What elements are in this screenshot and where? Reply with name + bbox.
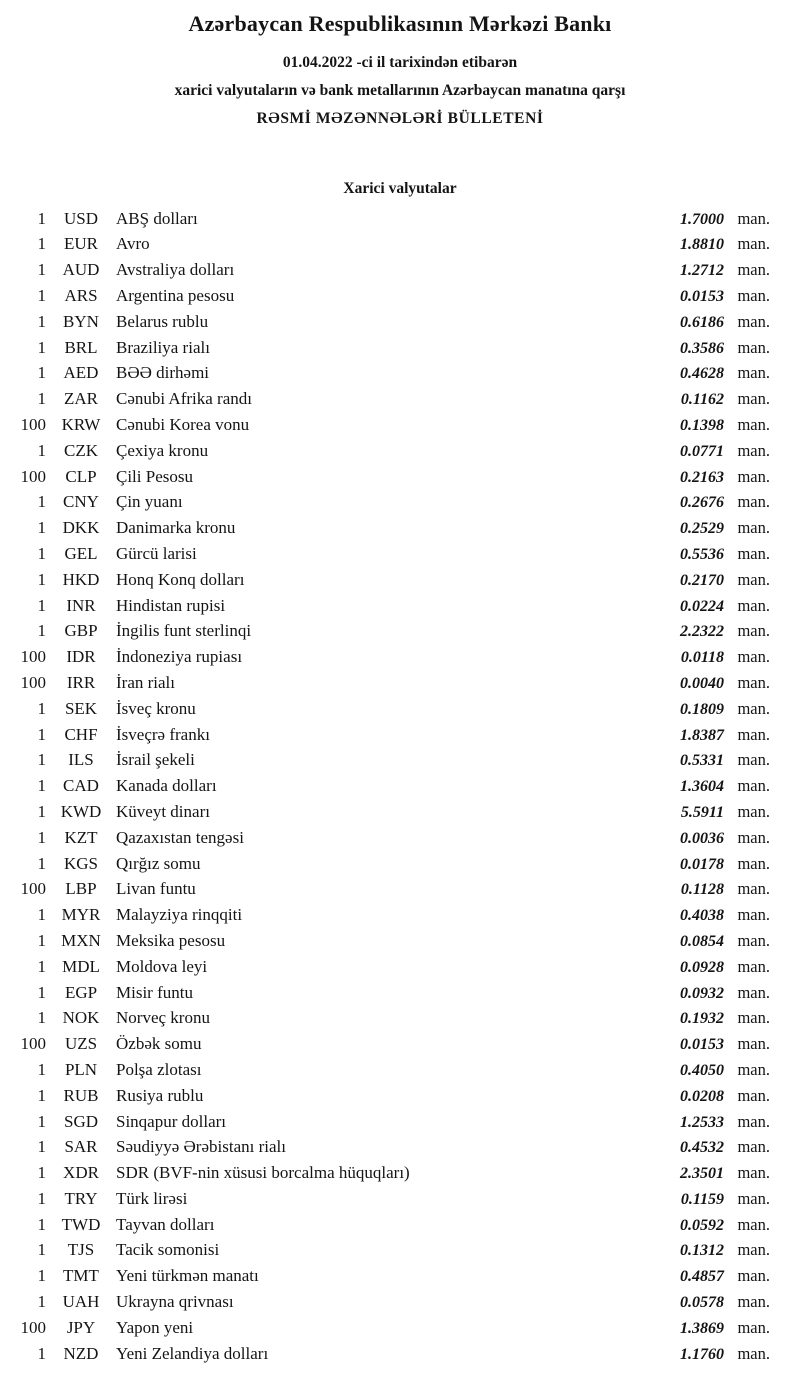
quantity: 1 [37, 982, 46, 1002]
exchange-rate: 0.5331 [680, 752, 724, 770]
quantity: 1 [37, 1188, 46, 1208]
currency-row [0, 673, 800, 699]
quantity: 1 [37, 698, 46, 718]
currency-row [0, 802, 800, 828]
quantity: 1 [37, 595, 46, 615]
exchange-rate: 0.1809 [680, 700, 724, 718]
unit-label: man. [737, 621, 770, 641]
unit-label: man. [737, 1317, 770, 1337]
currency-row [0, 544, 800, 570]
currency-code: RUB [63, 1085, 99, 1105]
exchange-rate: 0.0036 [680, 829, 724, 847]
exchange-rate: 0.0208 [680, 1087, 724, 1105]
exchange-rate: 1.2533 [680, 1113, 724, 1131]
currency-code: ARS [64, 286, 98, 305]
exchange-rate: 0.0932 [680, 984, 724, 1002]
exchange-rate: 0.5536 [680, 545, 724, 563]
currency-row [0, 1163, 800, 1189]
quantity: 1 [37, 1163, 46, 1183]
exchange-rate: 0.2170 [680, 571, 724, 589]
quantity: 100 [20, 1034, 46, 1054]
unit-label: man. [737, 260, 770, 280]
currency-code: ZAR [64, 389, 98, 409]
unit-label: man. [737, 647, 770, 667]
unit-label: man. [737, 1085, 770, 1105]
currency-name: Misir funtu [116, 982, 193, 1002]
currency-row [0, 854, 800, 880]
unit-label: man. [737, 672, 770, 692]
currency-code: SAR [64, 1137, 98, 1157]
currency-name: İsveç kronu [116, 698, 196, 718]
exchange-rate: 1.8810 [680, 236, 724, 254]
currency-row [0, 1060, 800, 1086]
currency-name: Honq Konq dolları [116, 569, 245, 589]
currency-row [0, 1215, 800, 1241]
quantity: 1 [37, 1240, 46, 1260]
unit-label: man. [737, 414, 770, 434]
currency-code: EUR [64, 234, 98, 254]
unit-label: man. [737, 1163, 770, 1183]
currency-rate-table [0, 209, 800, 1370]
quantity: 100 [20, 672, 46, 692]
currency-code: XDR [63, 1163, 99, 1183]
unit-label: man. [737, 286, 770, 305]
exchange-rate: 0.0578 [680, 1294, 724, 1312]
currency-name: Çexiya kronu [116, 440, 209, 460]
exchange-rate: 2.2322 [680, 623, 724, 641]
unit-label: man. [737, 389, 770, 409]
unit-label: man. [737, 543, 770, 563]
unit-label: man. [737, 1292, 770, 1312]
currency-name: ABŞ dolları [116, 208, 198, 228]
currency-name: Çili Pesosu [116, 466, 193, 486]
exchange-rate: 1.1760 [680, 1345, 724, 1363]
quantity: 1 [37, 1111, 46, 1131]
currency-code: JPY [66, 1317, 96, 1337]
currency-name: Türk lirəsi [116, 1188, 188, 1208]
quantity: 1 [37, 440, 46, 460]
currency-code: UZS [64, 1034, 98, 1054]
currency-name: Livan funtu [116, 879, 196, 899]
exchange-rate: 0.0153 [680, 1036, 724, 1054]
currency-name: Özbək somu [116, 1034, 202, 1054]
currency-name: Kanada dolları [116, 776, 217, 796]
unit-label: man. [737, 1214, 770, 1234]
currency-row [0, 389, 800, 415]
exchange-rate: 0.0153 [680, 288, 724, 305]
unit-label: man. [737, 930, 770, 950]
currency-name: BƏƏ dirhəmi [116, 363, 210, 383]
currency-code: MXN [61, 930, 101, 950]
currency-code: KGS [63, 853, 98, 873]
currency-row [0, 209, 800, 235]
unit-label: man. [737, 234, 770, 254]
currency-row [0, 1008, 800, 1034]
currency-row [0, 931, 800, 957]
quantity: 1 [37, 492, 46, 512]
currency-name: Norveç kronu [116, 1008, 210, 1028]
currency-code: EGP [64, 982, 98, 1002]
unit-label: man. [737, 569, 770, 589]
currency-code: ILS [68, 750, 94, 770]
unit-label: man. [737, 982, 770, 1002]
unit-label: man. [737, 905, 770, 925]
currency-code: PLN [64, 1059, 98, 1079]
quantity: 100 [20, 466, 46, 486]
currency-name: Gürcü larisi [116, 543, 197, 563]
exchange-rate: 0.2529 [680, 520, 724, 538]
quantity: 1 [37, 260, 46, 280]
currency-row [0, 286, 800, 312]
currency-row [0, 441, 800, 467]
unit-label: man. [737, 1240, 770, 1260]
currency-name: Cənubi Afrika randı [116, 389, 252, 409]
document-header [0, 0, 800, 134]
currency-name: SDR (BVF-nin xüsusi borcalma hüquqları) [116, 1163, 410, 1183]
quantity: 1 [37, 208, 46, 228]
exchange-rate: 0.1128 [680, 881, 724, 899]
unit-label: man. [737, 595, 770, 615]
exchange-rate: 5.5911 [680, 803, 724, 821]
effective-date-line: 01.04.2022 -ci il tarixindən etibarən [282, 54, 518, 71]
currency-row [0, 905, 800, 931]
unit-label: man. [737, 1008, 770, 1028]
currency-row [0, 1189, 800, 1215]
currency-name: İran rialı [116, 672, 175, 692]
currency-name: Sinqapur dolları [116, 1111, 227, 1131]
currency-row [0, 467, 800, 493]
currency-code: TWD [61, 1214, 101, 1234]
unit-label: man. [737, 1034, 770, 1054]
currency-code: CHF [64, 724, 98, 744]
exchange-rate: 1.8387 [680, 726, 724, 744]
exchange-rate: 0.2163 [680, 468, 724, 486]
exchange-rate: 0.1159 [680, 1190, 724, 1208]
currency-row [0, 363, 800, 389]
unit-label: man. [737, 1111, 770, 1131]
currency-row [0, 596, 800, 622]
exchange-rate: 0.3586 [680, 339, 724, 357]
currency-name: Yeni türkmən manatı [116, 1266, 259, 1286]
currency-code: GBP [64, 621, 98, 641]
currency-code: UAH [62, 1292, 100, 1312]
currency-code: HKD [62, 569, 100, 589]
quantity: 1 [37, 1085, 46, 1105]
exchange-rate: 0.0854 [680, 932, 724, 950]
currency-code: AUD [62, 260, 100, 280]
exchange-rate: 0.0118 [680, 649, 724, 667]
currency-row [0, 1292, 800, 1318]
quantity: 1 [37, 543, 46, 563]
currency-name: Hindistan rupisi [116, 595, 226, 615]
currency-code: TRY [64, 1188, 98, 1208]
exchange-rate: 0.1932 [680, 1010, 724, 1028]
currency-name: Argentina pesosu [116, 286, 235, 305]
currency-code: BYN [63, 311, 99, 331]
currency-row [0, 879, 800, 905]
exchange-rate: 1.3604 [680, 778, 724, 796]
quantity: 1 [37, 801, 46, 821]
currency-code: INR [66, 595, 96, 615]
currency-name: Ukrayna qrivnası [116, 1292, 234, 1312]
currency-code: BRL [64, 337, 98, 357]
unit-label: man. [737, 440, 770, 460]
currency-name: İndoneziya rupiası [116, 647, 243, 667]
quantity: 1 [37, 518, 46, 538]
exchange-rate: 1.2712 [680, 262, 724, 280]
quantity: 1 [37, 956, 46, 976]
currency-name: Avstraliya dolları [116, 260, 235, 280]
currency-row [0, 776, 800, 802]
quantity: 1 [37, 827, 46, 847]
unit-label: man. [737, 337, 770, 357]
quantity: 1 [37, 1266, 46, 1286]
quantity: 100 [20, 414, 46, 434]
quantity: 1 [37, 905, 46, 925]
exchange-rate: 2.3501 [680, 1165, 724, 1183]
quantity: 1 [37, 930, 46, 950]
currency-name: Cənubi Korea vonu [116, 414, 250, 434]
currency-code: CLP [65, 466, 97, 486]
quantity: 1 [37, 1292, 46, 1312]
currency-row [0, 1266, 800, 1292]
bank-title: Azərbaycan Respublikasının Mərkəzi Bankı [188, 11, 612, 36]
currency-row [0, 983, 800, 1009]
currency-code: KWD [60, 801, 102, 821]
exchange-rate: 0.0771 [680, 442, 724, 460]
exchange-rate: 0.1398 [680, 416, 724, 434]
currency-row [0, 828, 800, 854]
unit-label: man. [737, 956, 770, 976]
currency-row [0, 647, 800, 673]
exchange-rate: 1.7000 [680, 210, 724, 228]
currency-code: SGD [63, 1111, 98, 1131]
unit-label: man. [737, 1266, 770, 1286]
quantity: 1 [37, 234, 46, 254]
exchange-rate: 0.6186 [680, 313, 724, 331]
exchange-rate: 0.0592 [680, 1216, 724, 1234]
exchange-rate: 1.3869 [680, 1319, 724, 1337]
currency-name: Qırğız somu [116, 853, 201, 873]
quantity: 1 [37, 621, 46, 641]
unit-label: man. [737, 853, 770, 873]
unit-label: man. [737, 879, 770, 899]
currency-row [0, 415, 800, 441]
unit-label: man. [737, 311, 770, 331]
exchange-rate: 0.4532 [680, 1139, 724, 1157]
unit-label: man. [737, 1137, 770, 1157]
currency-code: CNY [63, 492, 99, 512]
unit-label: man. [737, 492, 770, 512]
currency-code: KRW [61, 414, 101, 434]
currency-row [0, 338, 800, 364]
quantity: 1 [37, 853, 46, 873]
currency-row [0, 570, 800, 596]
unit-label: man. [737, 724, 770, 744]
quantity: 1 [37, 1137, 46, 1157]
quantity: 1 [37, 389, 46, 409]
unit-label: man. [737, 776, 770, 796]
currency-name: Polşa zlotası [116, 1059, 202, 1079]
currency-row [0, 750, 800, 776]
exchange-rate: 0.4857 [680, 1268, 724, 1286]
currency-code: KZT [64, 827, 98, 847]
currency-name: Çin yuanı [116, 492, 183, 512]
currency-name: Qazaxıstan tengəsi [116, 827, 244, 847]
currency-row [0, 1318, 800, 1344]
quantity: 1 [37, 1214, 46, 1234]
currency-name: Belarus rublu [116, 311, 209, 331]
unit-label: man. [737, 466, 770, 486]
currency-name: Küveyt dinarı [116, 801, 210, 821]
unit-label: man. [737, 1188, 770, 1208]
currency-code: IRR [66, 672, 96, 692]
currency-code: NOK [62, 1008, 100, 1028]
currency-name: Moldova leyi [116, 956, 208, 976]
currency-code: LBP [65, 879, 97, 899]
quantity: 1 [37, 776, 46, 796]
currency-code: AED [63, 363, 99, 383]
currency-code: NZD [63, 1343, 99, 1363]
currency-name: Yapon yeni [116, 1317, 194, 1337]
exchange-rate: 0.0040 [680, 674, 724, 692]
currency-name: Tacik somonisi [116, 1240, 220, 1260]
currency-name: Yeni Zelandiya dolları [116, 1343, 269, 1363]
currency-code: MDL [62, 956, 100, 976]
currency-name: Səudiyyə Ərəbistanı rialı [116, 1137, 286, 1157]
exchange-rate: 0.1162 [680, 391, 724, 409]
currency-name: İsveçrə frankı [116, 724, 210, 744]
currency-code: TJS [67, 1240, 95, 1260]
currency-code: TMT [63, 1266, 99, 1286]
currency-name: Tayvan dolları [116, 1214, 215, 1234]
currency-code: CZK [64, 440, 98, 460]
quantity: 1 [37, 286, 46, 305]
quantity: 1 [37, 750, 46, 770]
bulletin-title: RƏSMİ MƏZƏNNƏLƏRİ BÜLLETENİ [256, 110, 544, 128]
currency-code: USD [63, 208, 98, 228]
currency-row [0, 1112, 800, 1138]
currency-code: SEK [64, 698, 98, 718]
currency-row [0, 699, 800, 725]
exchange-rate: 0.4038 [680, 907, 724, 925]
currency-code: DKK [62, 518, 100, 538]
currency-row [0, 1034, 800, 1060]
currency-code: GEL [64, 543, 98, 563]
unit-label: man. [737, 750, 770, 770]
quantity: 1 [37, 311, 46, 331]
unit-label: man. [737, 698, 770, 718]
currency-code: MYR [61, 905, 101, 925]
quantity: 1 [37, 1008, 46, 1028]
section-title: Xarici valyutalar [343, 179, 457, 197]
unit-label: man. [737, 208, 770, 228]
currency-code: CAD [63, 776, 99, 796]
quantity: 1 [37, 337, 46, 357]
currency-row [0, 312, 800, 338]
exchange-rate: 0.4050 [680, 1061, 724, 1079]
currency-name: Malayziya rinqqiti [116, 905, 243, 925]
subtitle-line: xarici valyutaların və bank metallarının Azərbaycan manatına qarşı [174, 82, 626, 100]
currency-row [0, 1137, 800, 1163]
exchange-rate: 0.0928 [680, 958, 724, 976]
exchange-rate: 0.1312 [680, 1242, 724, 1260]
unit-label: man. [737, 827, 770, 847]
currency-row [0, 1240, 800, 1266]
currency-row [0, 260, 800, 286]
quantity: 1 [37, 1059, 46, 1079]
quantity: 100 [20, 879, 46, 899]
currency-row [0, 234, 800, 260]
currency-name: İsrail şekeli [116, 750, 195, 770]
unit-label: man. [737, 518, 770, 538]
currency-row [0, 1344, 800, 1370]
unit-label: man. [737, 801, 770, 821]
exchange-rate: 0.2676 [680, 494, 724, 512]
currency-row [0, 621, 800, 647]
currency-name: İngilis funt sterlinqi [116, 621, 252, 641]
currency-name: Danimarka kronu [116, 518, 236, 538]
currency-row [0, 1086, 800, 1112]
exchange-rate: 0.4628 [680, 365, 724, 383]
exchange-rate: 0.0178 [680, 855, 724, 873]
unit-label: man. [737, 1059, 770, 1079]
exchange-rate: 0.0224 [680, 597, 724, 615]
quantity: 1 [37, 724, 46, 744]
quantity: 1 [37, 363, 46, 383]
currency-row [0, 518, 800, 544]
currency-row [0, 725, 800, 751]
currency-name: Rusiya rublu [116, 1085, 204, 1105]
quantity: 100 [20, 1317, 46, 1337]
unit-label: man. [737, 363, 770, 383]
currency-row [0, 492, 800, 518]
currency-name: Meksika pesosu [116, 930, 226, 950]
unit-label: man. [737, 1343, 770, 1363]
currency-code: IDR [66, 647, 96, 667]
currency-name: Braziliya rialı [116, 337, 210, 357]
quantity: 1 [37, 569, 46, 589]
currency-name: Avro [116, 234, 150, 254]
quantity: 1 [37, 1343, 46, 1363]
quantity: 100 [20, 647, 46, 667]
currency-row [0, 957, 800, 983]
